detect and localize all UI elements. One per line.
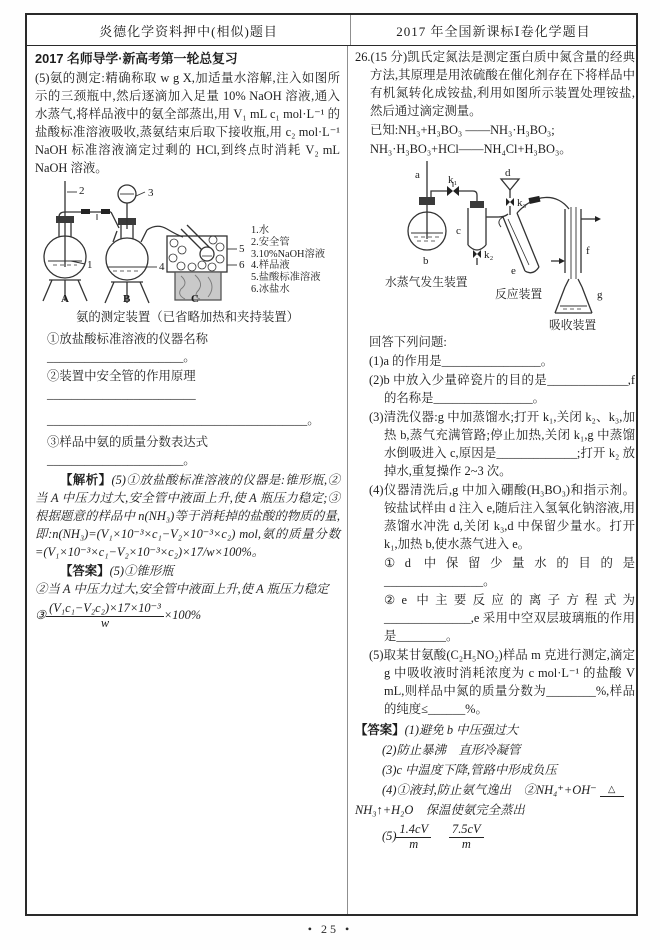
flask-label-a: A	[61, 293, 69, 305]
ammonia-apparatus-diagram	[35, 179, 340, 307]
diagram-legend	[251, 225, 325, 296]
pointer-label-2: 2	[79, 185, 85, 197]
fraction-numerator: 7.5cV	[449, 823, 484, 838]
label-k3: k₃	[517, 197, 527, 209]
pointer-label-5: 5	[239, 243, 245, 255]
reaction-vessel-group	[486, 179, 539, 273]
legend-item: 5.盐酸标准溶液	[251, 272, 321, 284]
label-f: f	[586, 245, 590, 257]
label-b: b	[423, 255, 429, 267]
right-q5: (5)取某甘氨酸(C₂H₅NO₂)样品 m 克进行测定,滴定 g 中吸收液时消耗浓度为 c mol·L⁻¹ 的盐酸 V mL,则样品中氮的质量分数为________%,样品的纯度≤______%。	[369, 648, 635, 716]
delta-symbol: △	[608, 784, 616, 795]
content-frame	[25, 13, 638, 916]
left-column	[27, 46, 348, 914]
right-question-head: 回答下列问题:	[369, 335, 447, 349]
steam-generator-group	[408, 161, 446, 250]
label-c: c	[456, 225, 461, 237]
kjeldahl-apparatus-art	[357, 161, 635, 331]
analysis-body: (5)①放盐酸标准溶液的仪器是:锥形瓶,②当 A 中压力过大,安全管中液面上升,使 A 瓶压力稳定;③根据题意的样品中 n(NH₃)等于消耗掉的盐酸的物质的量,即:n(NH₃)=(V₁×10⁻³×c₁−V₂×10⁻³×c₂) mol,氨的质量分数=(V₁×10⁻³×c₁−V₂×10⁻³×c₂)×17/w×100%。	[35, 473, 341, 559]
known-equation-2: NH₃·H₃BO₃+HCl——NH₄Cl+H₃BO₃。	[370, 142, 572, 156]
left-answer-head	[35, 562, 340, 580]
left-blank-q2-continued: __________________________________________。	[47, 413, 320, 427]
answer-4-equation-left: (4)①液封,防止氨气逸出 ②NH₄⁺+OH⁻	[382, 783, 597, 797]
pointer-label-1: 1	[87, 259, 93, 271]
legend-item: 3.10%NaOH溶液	[251, 248, 326, 260]
left-book-title: 2017 名师导学·新高考第一轮总复习	[35, 51, 238, 66]
page-number: • 25 •	[307, 922, 353, 936]
pointer-label-3: 3	[148, 187, 154, 199]
answer-label: 【答案】	[60, 564, 110, 578]
left-diagram-caption: 氨的测定装置（已省略加热和夹持装置）	[75, 310, 300, 324]
fraction-numerator: 1.4cV	[396, 823, 431, 838]
left-answer-3-formula	[35, 602, 340, 630]
right-answer-1: (1)避免 b 中压强过大	[404, 723, 519, 737]
pointer-label-4: 4	[159, 261, 165, 273]
answer-5-fraction-2	[449, 823, 484, 851]
label-d: d	[505, 167, 511, 179]
left-question-intro: (5)氨的测定:精确称取 w g X,加适量水溶解,注入如图所示的三颈瓶中,然后逐滴加入足量 10% NaOH 溶液,通入水蒸气,将样品液中的氨全部蒸出,用 V₁ mL c₁ mol·L⁻¹ 的盐酸标准溶液吸收,蒸氨结束后取下接收瓶,用 c₂ mol·L⁻¹ NaOH 标准溶液滴定过剩的 HCl,到终点时消耗 V₂ mL NaOH 溶液。	[35, 71, 340, 175]
analysis-paragraph	[35, 471, 340, 561]
flask-label-c: C	[191, 293, 199, 305]
kjeldahl-apparatus-diagram	[357, 161, 635, 331]
header-row	[27, 15, 636, 46]
right-answer-2: (2)防止暴沸 直形冷凝管	[382, 743, 521, 757]
right-answer-3: (3)c 中温度下降,管路中形成负压	[382, 763, 557, 777]
steam-caption: 水蒸气发生装置	[385, 275, 468, 289]
condenser-group	[517, 196, 601, 279]
right-column	[348, 46, 640, 914]
right-answer-5	[382, 823, 635, 851]
fraction-denominator: w	[100, 615, 110, 630]
right-answer-4-continued: NH₃↑+H₂O 保温使氨完全蒸出	[355, 803, 525, 817]
label-k2: k₂	[484, 249, 494, 261]
left-blank-q2: ②装置中安全管的作用原理________________________	[47, 369, 196, 401]
legend-item: 6.冰盐水	[251, 283, 290, 295]
left-answer-2: ②当 A 中压力过大,安全管中液面上升,使 A 瓶压力稳定	[35, 582, 329, 596]
right-q4-sub2: ②e 中主要反应的离子方程式为______________,e 采用中空双层玻璃瓶的作用是________。	[384, 593, 635, 643]
right-question-intro: 26.(15 分)凯氏定氮法是测定蛋白质中氮含量的经典方法,其原理是用浓硫酸在催化剂存在下将样品中有机氮转化成铵盐,利用如图所示装置处理铵盐,然后通过滴定测量。	[355, 50, 635, 118]
right-q3: (3)清洗仪器:g 中加蒸馏水;打开 k₁,关闭 k₂、k₃,加热 b,蒸气充满管路;停止加热,关闭 k₁,g 中蒸馏水倒吸进入 c,原因是_____________;打开 k₂ 放掉水,重复操作 2~3 次。	[369, 410, 635, 478]
left-answer-1: (5)①锥形瓶	[109, 564, 174, 578]
legend-item: 1.水	[251, 225, 270, 236]
answer-3-prefix: ③	[35, 607, 47, 622]
fraction-denominator: m	[461, 836, 471, 851]
right-q1: (1)a 的作用是________________。	[369, 354, 554, 368]
receiver-flask-group	[555, 279, 592, 313]
condition-line	[600, 796, 624, 797]
header-right-title: 2017 年全国新课标Ⅰ卷化学题目	[396, 23, 591, 39]
answer-label: 【答案】	[355, 723, 405, 737]
legend-item: 4.样品液	[251, 260, 290, 272]
right-q2: (2)b 中放入少量碎瓷片的目的是_____________,f 的名称是________________。	[369, 373, 635, 405]
label-a: a	[415, 169, 420, 181]
label-g: g	[597, 289, 603, 301]
label-k1: k₁	[448, 174, 458, 186]
left-blank-q1: ①放盐酸标准溶液的仪器名称______________________。	[47, 332, 209, 364]
absorb-caption: 吸收装置	[549, 318, 597, 332]
header-left-title: 炎德化学资料押中(相似)题目	[27, 15, 351, 45]
fraction-denominator: m	[409, 836, 419, 851]
answer-3-suffix: ×100%	[163, 607, 202, 622]
flask-a-group	[43, 181, 87, 301]
label-e: e	[511, 265, 516, 277]
ice-bath-group	[167, 225, 237, 300]
right-q4: (4)仪器清洗后,g 中加入硼酸(H₃BO₃)和指示剂。铵盐试样由 d 注入 e,随后注入氢氧化钠溶液,用蒸馏水冲洗 d,关闭 k₃,d 中保留少量水。打开 k₁,加热 b,使水蒸气进入 e。	[369, 483, 635, 551]
answer-3-fraction	[46, 602, 164, 630]
known-equation-1: 已知:NH₃+H₃BO₃ ——NH₃·H₃BO₃;	[370, 123, 555, 137]
reaction-caption: 反应装置	[495, 287, 543, 301]
pointer-label-6: 6	[239, 259, 245, 271]
flask-b-group	[105, 185, 183, 303]
answer-5-fraction-1	[396, 823, 431, 851]
right-answer-4	[382, 781, 635, 799]
answer-5-label: (5)	[382, 828, 397, 843]
flask-label-b: B	[123, 293, 131, 305]
legend-item: 2.安全管	[251, 236, 290, 248]
two-column-body	[27, 46, 636, 914]
fraction-numerator: (V₁c₁−V₂c₂)×17×10⁻³	[46, 602, 164, 617]
right-q4-sub1: ①d 中保留少量水的目的是________________。	[384, 556, 635, 588]
analysis-label: 【解析】	[60, 473, 112, 487]
right-answer-head	[355, 721, 635, 739]
left-blank-q3: ③样品中氨的质量分数表达式______________________。	[47, 435, 209, 467]
heated-condition-arrow	[600, 786, 624, 797]
